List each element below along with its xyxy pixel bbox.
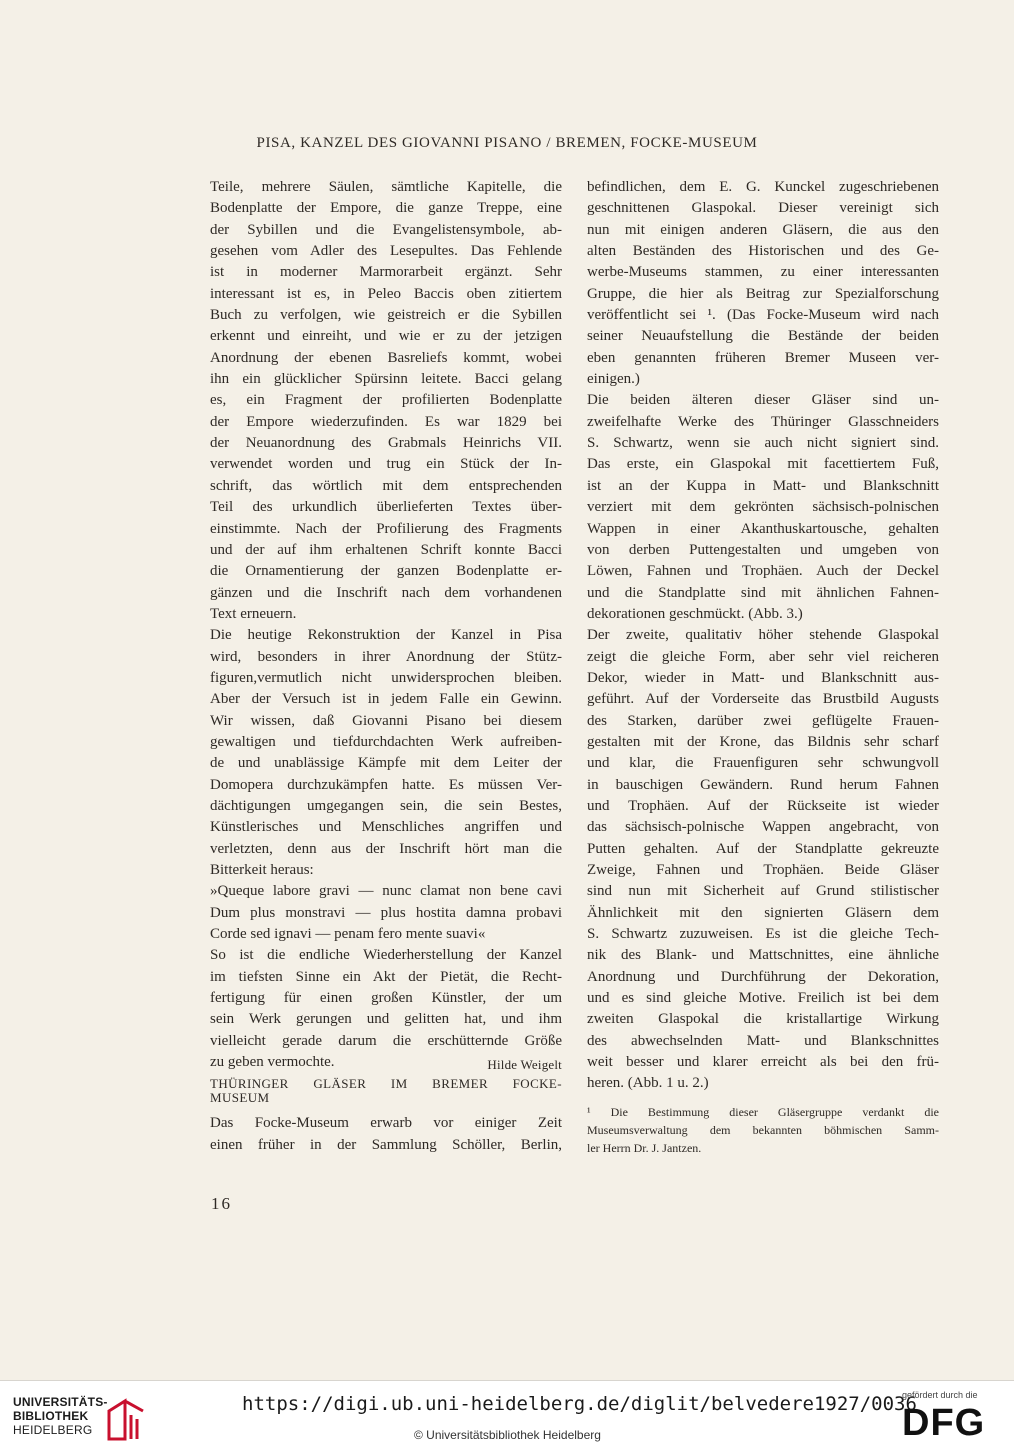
text-line: Anordnung und Durchführung der Dekoration, [587,968,939,985]
text-line: vielleicht gerade darum die erschütternde Größe [210,1032,562,1049]
text-line: Corde sed ignavi — penam fero mente suavi« [210,926,486,943]
text-line: erkennt und einreiht, und wie er zu der jetzigen [210,328,562,345]
footnote-line: ¹ Die Bestimmung dieser Gläsergruppe verdankt die [587,1104,939,1119]
text-line: verletzten, denn aus der Inschrift hört man die [210,840,562,857]
right-paragraph-3 [587,625,939,1095]
text-line: der Empore wiederzufinden. Es war 1829 bei [210,413,562,430]
text-line: Domopera durchzukämpfen hatte. Es müssen Ver- [210,776,562,793]
copyright-notice: © Universitätsbibliothek Heidelberg [414,1428,601,1442]
text-line: wird, besonders in ihrer Anordnung der Stütz- [210,648,562,665]
page-number: 16 [211,1194,232,1213]
right-paragraph-2 [587,390,939,625]
right-paragraph-1 [587,177,939,390]
text-line: in bauschigen Gewändern. Rund herum Fahnen [587,776,939,793]
university-library-logo[interactable] [13,1395,153,1445]
text-line: sein Werk gerungen und gelitten hat, und ihm [210,1011,562,1028]
text-line: Künstlerisches und Menschliches angriffen und [210,819,562,836]
text-line: Teil des urkundlich überlieferten Textes über- [210,499,562,516]
text-line: Bitterkeit heraus: [210,862,314,878]
text-line: geführt. Auf der Vorderseite das Brustbild Augusts [587,691,939,708]
text-line: S. Schwartz, wenn sie auch nicht signiert sind. [587,435,939,452]
text-line: Teile, mehrere Säulen, sämtliche Kapitelle, die [210,179,562,195]
text-line: zweifelhafte Werke des Thüringer Glasschneiders [587,413,939,430]
section-heading [210,1077,562,1105]
text-line: So ist die endliche Wiederherstellung der Kanzel [210,947,562,964]
text-line: Putten gehalten. Auf der Standplatte gekreuzte [587,840,939,857]
text-line: des Starken, darüber zwei geflügelte Frauen- [587,712,939,729]
text-line: der Sybillen und die Evangelistensymbole, ab- [210,221,562,238]
text-line: im tiefsten Sinne ein Akt der Pietät, die Recht- [210,968,562,985]
left-column [210,177,562,1156]
text-line: nik des Blank- und Mattschnittes, eine ähnliche [587,947,939,964]
text-line: heren. (Abb. 1 u. 2.) [587,1075,709,1092]
text-line: zeigt die gleiche Form, aber sehr viel reicheren [587,648,939,665]
text-line: das sächsisch-polnische Wappen angebracht, von [587,819,939,836]
library-emblem-icon [103,1397,151,1443]
right-column [587,177,939,1157]
text-line: gänzen und die Inschrift nach dem vorhandenen [210,584,562,601]
text-line: interessant ist es, in Peleo Baccis oben zitiertem [210,285,562,302]
text-line: es, ein Fragment der profilierten Bodenplatte [210,392,562,409]
text-line: des abwechselnden Matt- und Blankschnittes [587,1032,939,1049]
footnote-line: Museumsverwaltung dem bekannten böhmischen Samm- [587,1122,939,1137]
text-line: Das Focke-Museum erwarb vor einiger Zeit [210,1115,562,1132]
left-paragraph-3 [210,945,562,1052]
text-line: eben genannten früheren Bremer Museen ver- [587,349,939,366]
text-line: gestalten mit der Krone, das Bildnis sehr scharf [587,733,939,750]
text-line: einigen.) [587,371,640,388]
text-line: verziert mit dem gekrönten sächsisch-polnischen [587,499,939,516]
text-line: figuren,vermutlich nicht unwidersprochen bleiben. [210,669,562,686]
text-line: gesehen vom Adler des Lesepultes. Das Fehlende [210,243,562,260]
footnote-line: ler Herrn Dr. J. Jantzen. [587,1140,702,1155]
text-line: Wappen in einer Akanthuskartousche, gehalten [587,520,939,537]
text-line: »Queque labore gravi — nunc clamat non bene cavi [210,883,562,900]
text-line: alten Beständen des Historischen und des Ge- [587,243,939,260]
text-line: von derben Puttengestalten und umgeben von [587,541,939,558]
text-line: fertigung für einen großen Künstler, der um [210,990,562,1007]
text-line: Gruppe, die hier als Beitrag zur Spezialforschung [587,285,939,302]
text-line: und der auf ihm erhaltenen Schrift konnte Bacci [210,541,562,558]
latin-inscription-verse [210,881,562,945]
text-line: und die Standplatte sind mit ähnlichen Fahnen- [587,584,939,601]
text-line: Löwen, Fahnen und Trophäen. Auch der Deckel [587,563,939,580]
text-line: Die heutige Rekonstruktion der Kanzel in Pisa [210,627,562,644]
text-line: Aber der Versuch ist in jedem Falle ein Gewinn. [210,691,562,708]
text-line: de und unablässige Kämpfe mit dem Leiter der [210,755,562,772]
text-line: Wir wissen, daß Giovanni Pisano bei diesem [210,712,562,729]
text-line: Zweige, Fahnen und Trophäen. Beide Gläser [587,862,939,878]
dfg-logo[interactable]: DFG [902,1402,986,1444]
text-line: geschnittenen Glaspokal. Dieser vereinigt sich [587,200,939,217]
text-line: Ähnlichkeit mit den signierten Gläsern dem [587,904,939,921]
text-line: werbe-Museums stammen, zu einer interessanten [587,264,939,281]
text-line: zweiten Glaspokal die kristallartige Wirkung [587,1011,939,1028]
text-line: Das erste, ein Glaspokal mit facettiertem Fuß, [587,456,939,473]
text-line: nun mit einigen anderen Gläsern, die aus den [587,221,939,238]
library-name-line-2: BIBLIOTHEK [13,1409,89,1423]
left-paragraph-1 [210,177,562,625]
text-line: Buch zu verfolgen, wie geistreich er die Sybillen [210,307,562,324]
text-line: und Trophäen. Auf der Rückseite ist wieder [587,797,939,814]
left-paragraph-2 [210,625,562,881]
text-line: weit besser und klarer erreicht als bei den frü- [587,1054,939,1071]
library-name-line-3: HEIDELBERG [13,1423,93,1437]
text-line: der Neuanordnung des Grabmals Heinrichs VII. [210,435,562,452]
text-line: dekorationen geschmückt. (Abb. 3.) [587,605,803,622]
text-line: sind nun mit Sicherheit auf Grund stilistischer [587,883,939,900]
text-line: ihn ein glücklicher Spürsinn leitete. Bacci gelang [210,371,562,388]
text-line: seiner Neuaufstellung die Bestände der beiden [587,328,939,345]
funding-note: gefördert durch die [902,1390,978,1400]
text-line: einen früher in der Sammlung Schöller, Berlin, [210,1136,562,1153]
text-line: befindlichen, dem E. G. Kunckel zugeschriebenen [587,179,939,195]
text-line: Der zweite, qualitativ höher stehende Glaspokal [587,627,939,644]
text-line: und es sind gleiche Motive. Freilich ist bei dem [587,990,939,1007]
footnote [587,1103,939,1157]
text-line: und klar, die Frauenfiguren sehr schwungvoll [587,755,939,772]
text-line: gewaltigen und tiefdurchdachten Werk aufreiben- [210,733,562,750]
text-line: die Ornamentierung der ganzen Bodenplatte er- [210,563,562,580]
text-line: Dum plus monstravi — plus hostita damna probavi [210,904,562,921]
text-line: Bodenplatte der Empore, die ganze Treppe, eine [210,200,562,217]
text-line: verwendet worden und trug ein Stück der In- [210,456,562,473]
closing-text: zu geben vermochte. [210,1054,335,1071]
library-name-line-1: UNIVERSITÄTS- [13,1395,108,1409]
digitization-footer [0,1380,1014,1455]
text-line: ist an der Kuppa in Matt- und Blankschnitt [587,477,939,494]
text-line: Text erneuern. [210,605,297,622]
text-line: Anordnung der ebenen Basreliefs kommt, wobei [210,349,562,366]
text-line: Die beiden älteren dieser Gläser sind un- [587,392,939,409]
text-line: dächtigungen umgegangen sein, die sein Bestes, [210,797,562,814]
text-line: veröffentlicht sei ¹. (Das Focke-Museum wird nach [587,307,939,324]
closing-line [210,1052,562,1073]
text-line: Dekor, wieder in Matt- und Blankschnitt aus- [587,669,939,686]
text-line: schrift, das wörtlich mit dem entsprechenden [210,477,562,494]
text-line: S. Schwartz zuzuweisen. Es ist die gleiche Tech- [587,926,939,943]
left-paragraph-4 [210,1113,562,1156]
permalink-url[interactable]: https://digi.ub.uni-heidelberg.de/diglit/belvedere1927/0036 [242,1393,917,1415]
running-head: PISA, KANZEL DES GIOVANNI PISANO / BREMEN, FOCKE-MUSEUM [256,135,758,151]
text-line: einstimmte. Nach der Profilierung des Fragments [210,520,562,537]
text-line: ist in moderner Marmorarbeit ergänzt. Sehr [210,264,562,281]
author-signature: Hilde Weigelt [487,1057,562,1073]
section-heading-line-1: THÜRINGER GLÄSER IM BREMER FOCKE- [210,1076,562,1092]
section-heading-line-2: MUSEUM [210,1090,270,1106]
